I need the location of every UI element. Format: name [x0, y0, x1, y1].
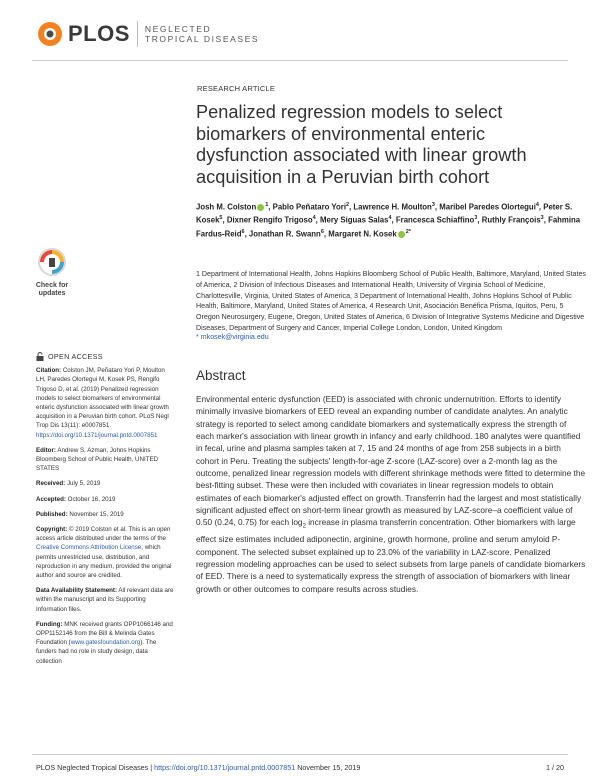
- author-affiliation-marker: 2*: [405, 228, 411, 235]
- citation-text: Colston JM, Peñataro Yori P, Moulton LH, Paredes Olortegui M, Kosek PS, Rengifo Trigoso D, et al. (2019) Penalized regression models to select biomarkers of environmental enteric dysfunction associated with linear growth acquisition in a Peruvian birth cohort. PLoS Negl Trop Dis 13(11): e0007851.: [36, 367, 169, 430]
- author-name[interactable]: Josh M. Colston: [196, 202, 257, 212]
- logo-divider: [137, 21, 138, 47]
- citation-label: Citation:: [36, 367, 62, 375]
- gates-foundation-link[interactable]: www.gatesfoundation.org: [70, 639, 141, 647]
- copyright-text: © 2019 Colston et al. This is an open access article distributed under the terms of the: [36, 526, 171, 543]
- author-name[interactable]: Francesca Schiaffino: [395, 215, 475, 225]
- author-affiliation-marker: 6: [241, 228, 245, 235]
- affiliations: 1 Department of International Health, Johns Hopkins Bloomberg School of Public Health, Baltimore, Maryland, United States of America, 2 Division of Infectious Diseases and International Health, University of Virginia School of Medicine, Charlottesville, Virginia, United States of America, 3 Department of International Health, Johns Hopkins School of Public Health, Baltimore, Maryland, United States of America, 4 Research Unit, Asociación Benéfica Prisma, Iquitos, Peru, 5 Oregon Neurosurgery, Eugene, Oregon, United States of America, 6 Division of Integrative Systems Medicine and Digestive Diseases, Department of Surgery and Cancer, Imperial College London, London, United Kingdom: [196, 270, 586, 332]
- author-affiliation-marker: 4: [388, 215, 392, 222]
- author-name[interactable]: Jonathan R. Swann: [248, 229, 321, 239]
- page-number: 1 / 20: [546, 763, 564, 772]
- check-for-updates-badge[interactable]: [33, 247, 71, 299]
- received-label: Received:: [36, 480, 66, 488]
- published-block: [36, 510, 174, 519]
- journal-name-line2: TROPICAL DISEASES: [144, 34, 260, 44]
- plos-logo-icon: [36, 20, 64, 48]
- author-affiliation-marker: 4: [312, 215, 316, 222]
- abstract-subscript: 2: [302, 524, 306, 531]
- check-label-line2: updates: [38, 290, 66, 297]
- header-divider: [32, 60, 568, 61]
- published-date: November 15, 2019: [67, 510, 124, 518]
- citation-block: [36, 366, 174, 440]
- author-affiliation-marker: 2: [346, 202, 350, 208]
- accepted-block: [36, 495, 174, 504]
- citation-doi-link[interactable]: https://doi.org/10.1371/journal.pntd.0007851: [36, 431, 158, 439]
- author-affiliation-marker: 3: [540, 215, 544, 222]
- funding-label: Funding:: [36, 620, 63, 628]
- accepted-label: Accepted:: [36, 495, 66, 503]
- author-name[interactable]: Dixner Rengifo Trigoso: [226, 215, 313, 225]
- received-block: [36, 479, 174, 488]
- abstract-part2: increase in plasma transferrin concentration. Other biomarkers with large effect size estimates included adiponectin, arginine, growth hormone, proline and serum amyloid P-component. The selected subset explained up to 23.0% of the variability in LAZ-score. Penalized regression modeling approaches can be used to select subsets from large panels of candidate biomarkers of EED. There is a need to systematically express the strength of association of biomarkers with linear growth or other outcomes to compare results across studies.: [196, 517, 586, 594]
- author-affiliation-marker: 4: [535, 202, 539, 208]
- journal-name-line1: NEGLECTED: [144, 24, 212, 34]
- author-affiliation-marker: 6: [320, 228, 324, 235]
- article-type: RESEARCH ARTICLE: [197, 84, 276, 93]
- editor-block: [36, 446, 174, 474]
- open-access-label: OPEN ACCESS: [48, 352, 103, 361]
- abstract-part1: Environmental enteric dysfunction (EED) is associated with chronic undernutrition. Efforts to identify minimally invasive biomarkers of EED reveal an expanding number of candidate analytes. An analytic strategy is reported to select among candidate biomarkers and systematically express the strength of each marker's association with linear growth in infancy and early childhood. 180 analytes were quantified in fecal, urine and plasma samples taken at 7, 15 and 24 months of age from 258 subjects in a birth cohort in Peru. Treating the subjects' length-for-age Z-score (LAZ-score) over a 2-month lag as the outcome, penalized linear regression models with different shrinkage methods were fitted to determine the best-fitting subset. These were then included with covariates in linear regression models to obtain estimates of each biomarker's adjusted effect on growth. Transferrin had the largest and most statistically significant adjusted effect on short-term linear growth as measured by LAZ-score–a coefficient value of 0.50 (0.24, 0.75) for each log: [196, 394, 586, 528]
- author-name[interactable]: Maribel Paredes Olortegui: [439, 202, 536, 212]
- check-for-updates-icon: [33, 247, 71, 277]
- data-availability-block: [36, 586, 174, 614]
- funding-text-end: ). The funders had no role in study design, data collection: [36, 639, 157, 665]
- footer-journal: PLOS Neglected Tropical Diseases |: [36, 763, 153, 772]
- author-affiliation-marker: 3: [431, 202, 435, 208]
- author-name[interactable]: Pablo Peñataro Yori: [272, 202, 346, 212]
- received-date: July 5, 2019: [65, 480, 101, 488]
- corresponding-email-link[interactable]: * mkosek@virginia.edu: [196, 333, 269, 341]
- orcid-icon[interactable]: [398, 231, 405, 238]
- footer-citation: [36, 763, 360, 772]
- open-lock-icon: [36, 352, 44, 361]
- page-footer: [36, 763, 564, 772]
- footer-date: November 15, 2019: [297, 763, 361, 772]
- data-availability-label: Data Availability Statement:: [36, 587, 118, 595]
- open-access-badge: [36, 352, 174, 361]
- abstract-text: [196, 393, 586, 595]
- author-name[interactable]: Fahmina Fardus-Reid: [196, 215, 581, 239]
- author-name[interactable]: Lawrence H. Moulton: [353, 202, 432, 212]
- author-name[interactable]: Margaret N. Kosek: [328, 229, 397, 239]
- check-label-line1: Check for: [35, 282, 69, 289]
- editor-label: Editor:: [36, 446, 56, 454]
- editor-text: Andrew S. Azman, Johns Hopkins Bloomberg School of Public Health, UNITED STATES: [36, 446, 159, 473]
- orcid-icon[interactable]: [257, 204, 264, 211]
- journal-name: [145, 24, 259, 44]
- abstract-heading: Abstract: [196, 368, 246, 383]
- sidebar: [36, 352, 174, 672]
- footer-doi-link[interactable]: https://doi.org/10.1371/journal.pntd.0007851: [154, 763, 296, 772]
- check-for-updates-label: [33, 282, 71, 298]
- copyright-block: [36, 525, 174, 580]
- author-name[interactable]: Peter S. Kosek: [196, 202, 573, 225]
- copyright-text-end: , which permits unrestricted use, distribution, and reproduction in any medium, provided the original author and source are credited.: [36, 544, 172, 580]
- author-affiliation-marker: 3: [474, 215, 478, 222]
- funding-text: MNK received grants OPP1066146 and OPP1152146 from the Bill & Melinda Gates Foundation (: [36, 620, 173, 647]
- author-list: Josh M. Colston $^1$, Pablo Peñataro Yori$^2$, Lawrence H. Moulton$^3$, Maribel Paredes Olortegui$^4$, Peter S. Kosek$^5$, Dixner Rengifo Trigoso$^4$, Mery Siguas Salas$^4$, Francesca Schiaffino$^3$, Ruthly François$^3$, Fahmina Fardus-Reid$^6$, Jonathan R. Swann$^6$, Margaret N. Kosek $^{2*}$: [196, 202, 581, 239]
- license-link[interactable]: Creative Commons Attribution License: [36, 544, 142, 552]
- article-title: Penalized regression models to select biomarkers of environmental enteric dysfunction associated with linear growth acquisition in a Peruvian birth cohort: [196, 102, 527, 187]
- author-name[interactable]: Mery Siguas Salas: [320, 215, 389, 225]
- author-affiliation-marker: 5: [219, 215, 223, 222]
- author-affiliation-marker: 1: [265, 202, 269, 208]
- author-name[interactable]: Ruthly François: [481, 215, 541, 225]
- plos-logo[interactable]: [36, 20, 259, 48]
- funding-block: [36, 620, 174, 666]
- plos-wordmark: PLOS: [68, 21, 130, 46]
- data-availability-text: All relevant data are within the manuscript and its Supporting Information files.: [36, 587, 174, 613]
- footer-divider: [32, 754, 568, 755]
- published-label: Published:: [36, 510, 68, 518]
- copyright-label: Copyright:: [36, 526, 68, 534]
- accepted-date: October 16, 2019: [65, 495, 116, 503]
